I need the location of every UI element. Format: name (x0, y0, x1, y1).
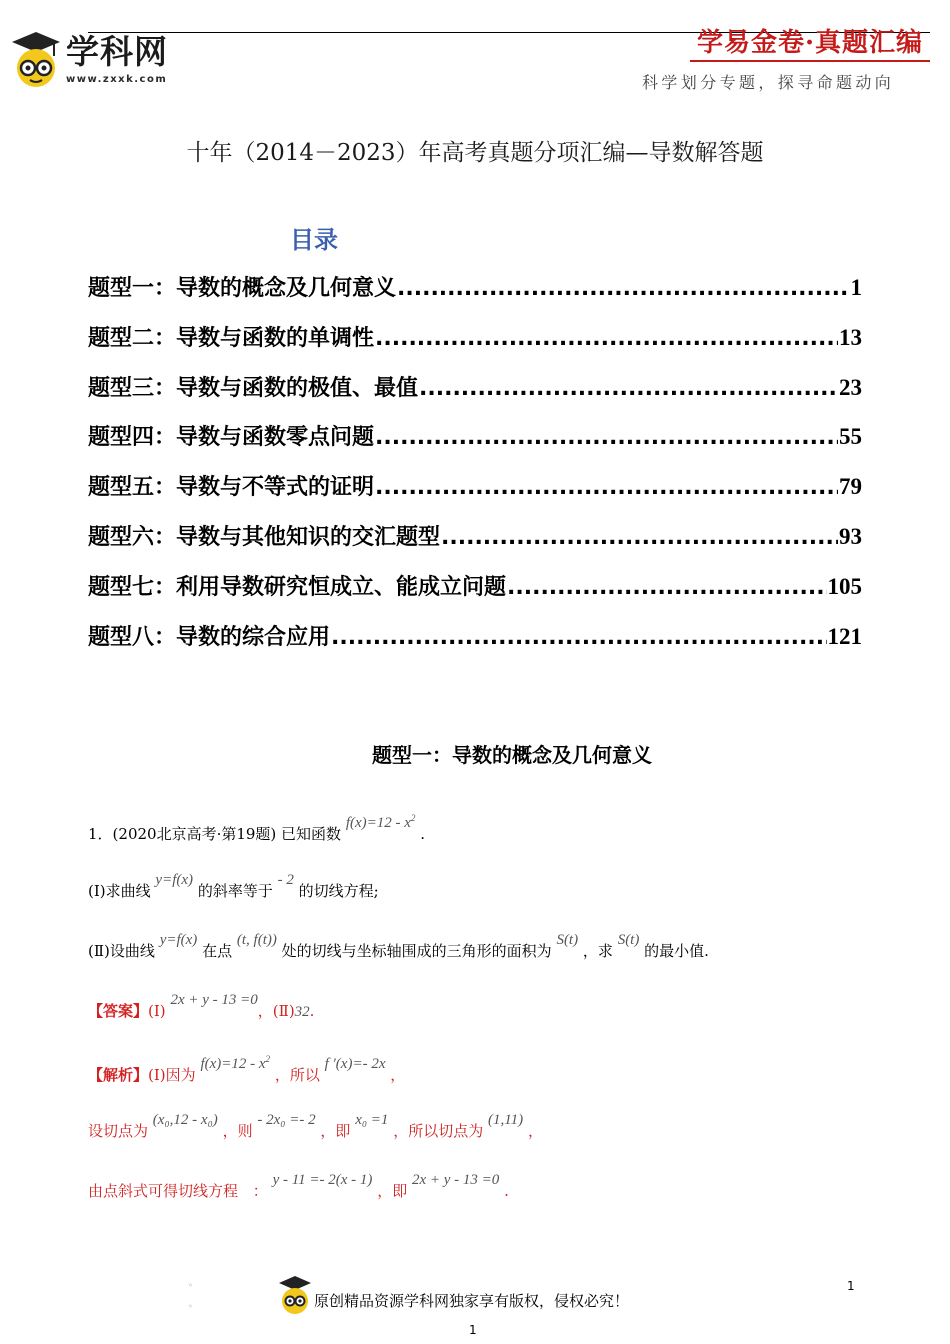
analysis-line-1 (88, 1054, 406, 1086)
toc-entry-5[interactable] (88, 467, 862, 517)
analysis-3-math-tangent: 2x + y - 13 =0 (411, 1172, 500, 1188)
answer-part2-label: (Ⅱ) (272, 1002, 295, 1020)
brand-underline (690, 60, 930, 62)
bottom-page-number: 1 (469, 1323, 477, 1337)
logo-text: 学科网 (66, 32, 168, 71)
footer-page-number: 1 (847, 1279, 855, 1293)
footer-mark: ◦ (188, 1281, 193, 1290)
analysis-2-math-x0: x₀ =1 (355, 1112, 389, 1128)
analysis-line-2 (88, 1112, 543, 1142)
toc-entry-label: 题型七：利用导数研究恒成立、能成立问题 (88, 574, 507, 600)
problem-part1-line (88, 872, 379, 902)
toc-entry-page: 1 (850, 275, 862, 300)
toc-entry-4[interactable] (88, 417, 862, 467)
analysis-3-colon: ： (252, 1182, 268, 1200)
problem-function-exp: 2 (410, 813, 416, 823)
footer-mark: ◦ (188, 1302, 193, 1311)
answer-tag: 【答案】 (88, 1002, 149, 1020)
analysis-2-text-b: ，则 (222, 1122, 253, 1140)
part2-math-area: S(t) (556, 932, 579, 948)
problem-intro-line (88, 813, 425, 845)
part2-text-e: 的最小值. (644, 942, 709, 960)
answer-part1-math: 2x + y - 13 =0 (170, 992, 258, 1008)
toc-entry-7[interactable] (88, 567, 862, 617)
toc-entry-3[interactable] (88, 368, 862, 418)
toc-entry-label: 题型一：导数的概念及几何意义 (88, 276, 397, 301)
part2-math-point: (t, f(t)) (236, 932, 277, 948)
toc-entry-label: 题型六：导数与其他知识的交汇题型 (88, 524, 441, 550)
footer-mascot-icon (278, 1275, 312, 1315)
footer-copyright: 原创精品资源学科网独家享有版权，侵权必究！ (314, 1292, 630, 1310)
answer-end: . (309, 1002, 315, 1020)
analysis-1-math-derivative: f ′(x)=- 2x (324, 1056, 386, 1072)
toc-entry-8[interactable] (88, 617, 862, 667)
analysis-line-3 (88, 1172, 509, 1202)
toc-leader-dots (419, 369, 838, 409)
part1-math-curve: y=f(x) (155, 872, 194, 888)
part1-text-a: (Ⅰ)求曲线 (88, 882, 151, 900)
problem-part2-line (88, 932, 709, 962)
toc-entry-2[interactable] (88, 318, 862, 368)
toc-leader-dots (507, 568, 826, 608)
analysis-1-text-a: (Ⅰ)因为 (148, 1066, 196, 1084)
toc-leader-dots (375, 319, 838, 359)
toc-entry-label: 题型二：导数与函数的单调性 (88, 325, 375, 351)
answer-line (88, 992, 315, 1022)
brand-subtitle: 科学划分专题，探寻命题动向 (642, 73, 895, 92)
part2-math-area-2: S(t) (617, 932, 640, 948)
toc-leader-dots (331, 618, 826, 658)
part1-text-c: 的切线方程; (298, 882, 379, 900)
toc-entry-label: 题型八：导数的综合应用 (88, 624, 331, 650)
answer-part1-label: (Ⅰ) (148, 1002, 166, 1020)
logo-mascot-icon (10, 30, 62, 88)
logo-url: www.zxxk.com (66, 74, 168, 85)
document-title: 十年（2014－2023）年高考真题分项汇编—导数解答题 (186, 140, 764, 166)
problem-intro: 1．(2020北京高考·第19题) 已知函数 (88, 825, 342, 843)
analysis-3-text-a: 由点斜式可得切线方程 (88, 1182, 239, 1200)
toc-leader-dots (441, 518, 838, 558)
analysis-1-text-b: ，所以 (274, 1066, 320, 1084)
analysis-3-math-pointslope: y - 11 =- 2(x - 1) (272, 1172, 373, 1188)
problem-intro-end: . (420, 825, 425, 843)
toc-leader-dots (397, 269, 849, 309)
toc-entry-page: 13 (839, 324, 862, 350)
toc-entry-label: 题型三：导数与函数的极值、最值 (88, 375, 419, 401)
analysis-2-text-c: ，即 (320, 1122, 351, 1140)
part2-text-c: 处的切线与坐标轴围成的三角形的面积为 (281, 942, 552, 960)
toc-heading: 目录 (290, 226, 338, 254)
analysis-1-math-func: $f(x)=12 - x^2$ (200, 1054, 271, 1072)
toc-entry-page: 23 (839, 374, 862, 400)
toc-entry-page: 121 (827, 623, 862, 649)
answer-sep: ， (257, 1002, 273, 1020)
toc-leader-dots (375, 468, 838, 508)
part2-text-b: 在点 (202, 942, 233, 960)
analysis-2-text-d: ，所以切点为 (393, 1122, 484, 1140)
analysis-2-math-point: (x₀,12 - x₀) (152, 1112, 218, 1128)
part2-text-d: ，求 (582, 942, 613, 960)
toc-entry-label: 题型四：导数与函数零点问题 (88, 425, 375, 451)
part2-math-curve: y=f(x) (159, 932, 198, 948)
part1-text-b: 的斜率等于 (197, 882, 273, 900)
analysis-tag: 【解析】 (88, 1066, 149, 1084)
toc-entry-6[interactable] (88, 517, 862, 567)
part2-text-a: (Ⅱ)设曲线 (88, 942, 155, 960)
analysis-1-text-c: ， (390, 1066, 406, 1084)
analysis-2-text-a: 设切点为 (88, 1122, 149, 1140)
toc-entry-page: 55 (839, 424, 862, 450)
answer-part2-math: 32 (294, 1004, 310, 1020)
analysis-3-text-b: ，即 (377, 1182, 408, 1200)
table-of-contents (88, 268, 862, 666)
analysis-3-text-c: . (504, 1182, 509, 1200)
analysis-2-text-e: ， (527, 1122, 543, 1140)
analysis-1-func-exp: 2 (265, 1054, 271, 1064)
analysis-2-math-tangent-point: (1,11) (488, 1112, 524, 1128)
toc-entry-page: 105 (827, 573, 862, 599)
analysis-2-math-eq: - 2x₀ =- 2 (257, 1112, 316, 1128)
toc-entry-page: 93 (839, 523, 862, 549)
toc-entry-page: 79 (839, 474, 862, 500)
section-heading: 题型一：导数的概念及几何意义 (372, 743, 652, 767)
toc-entry-1[interactable] (88, 268, 862, 318)
toc-leader-dots (375, 418, 838, 458)
problem-function: $f(x)=12 - x^2$ (345, 813, 416, 831)
brand-slogan: 学易金卷·真题汇编 (697, 28, 924, 58)
part1-math-slope: - 2 (277, 872, 294, 888)
toc-entry-label: 题型五：导数与不等式的证明 (88, 475, 375, 501)
